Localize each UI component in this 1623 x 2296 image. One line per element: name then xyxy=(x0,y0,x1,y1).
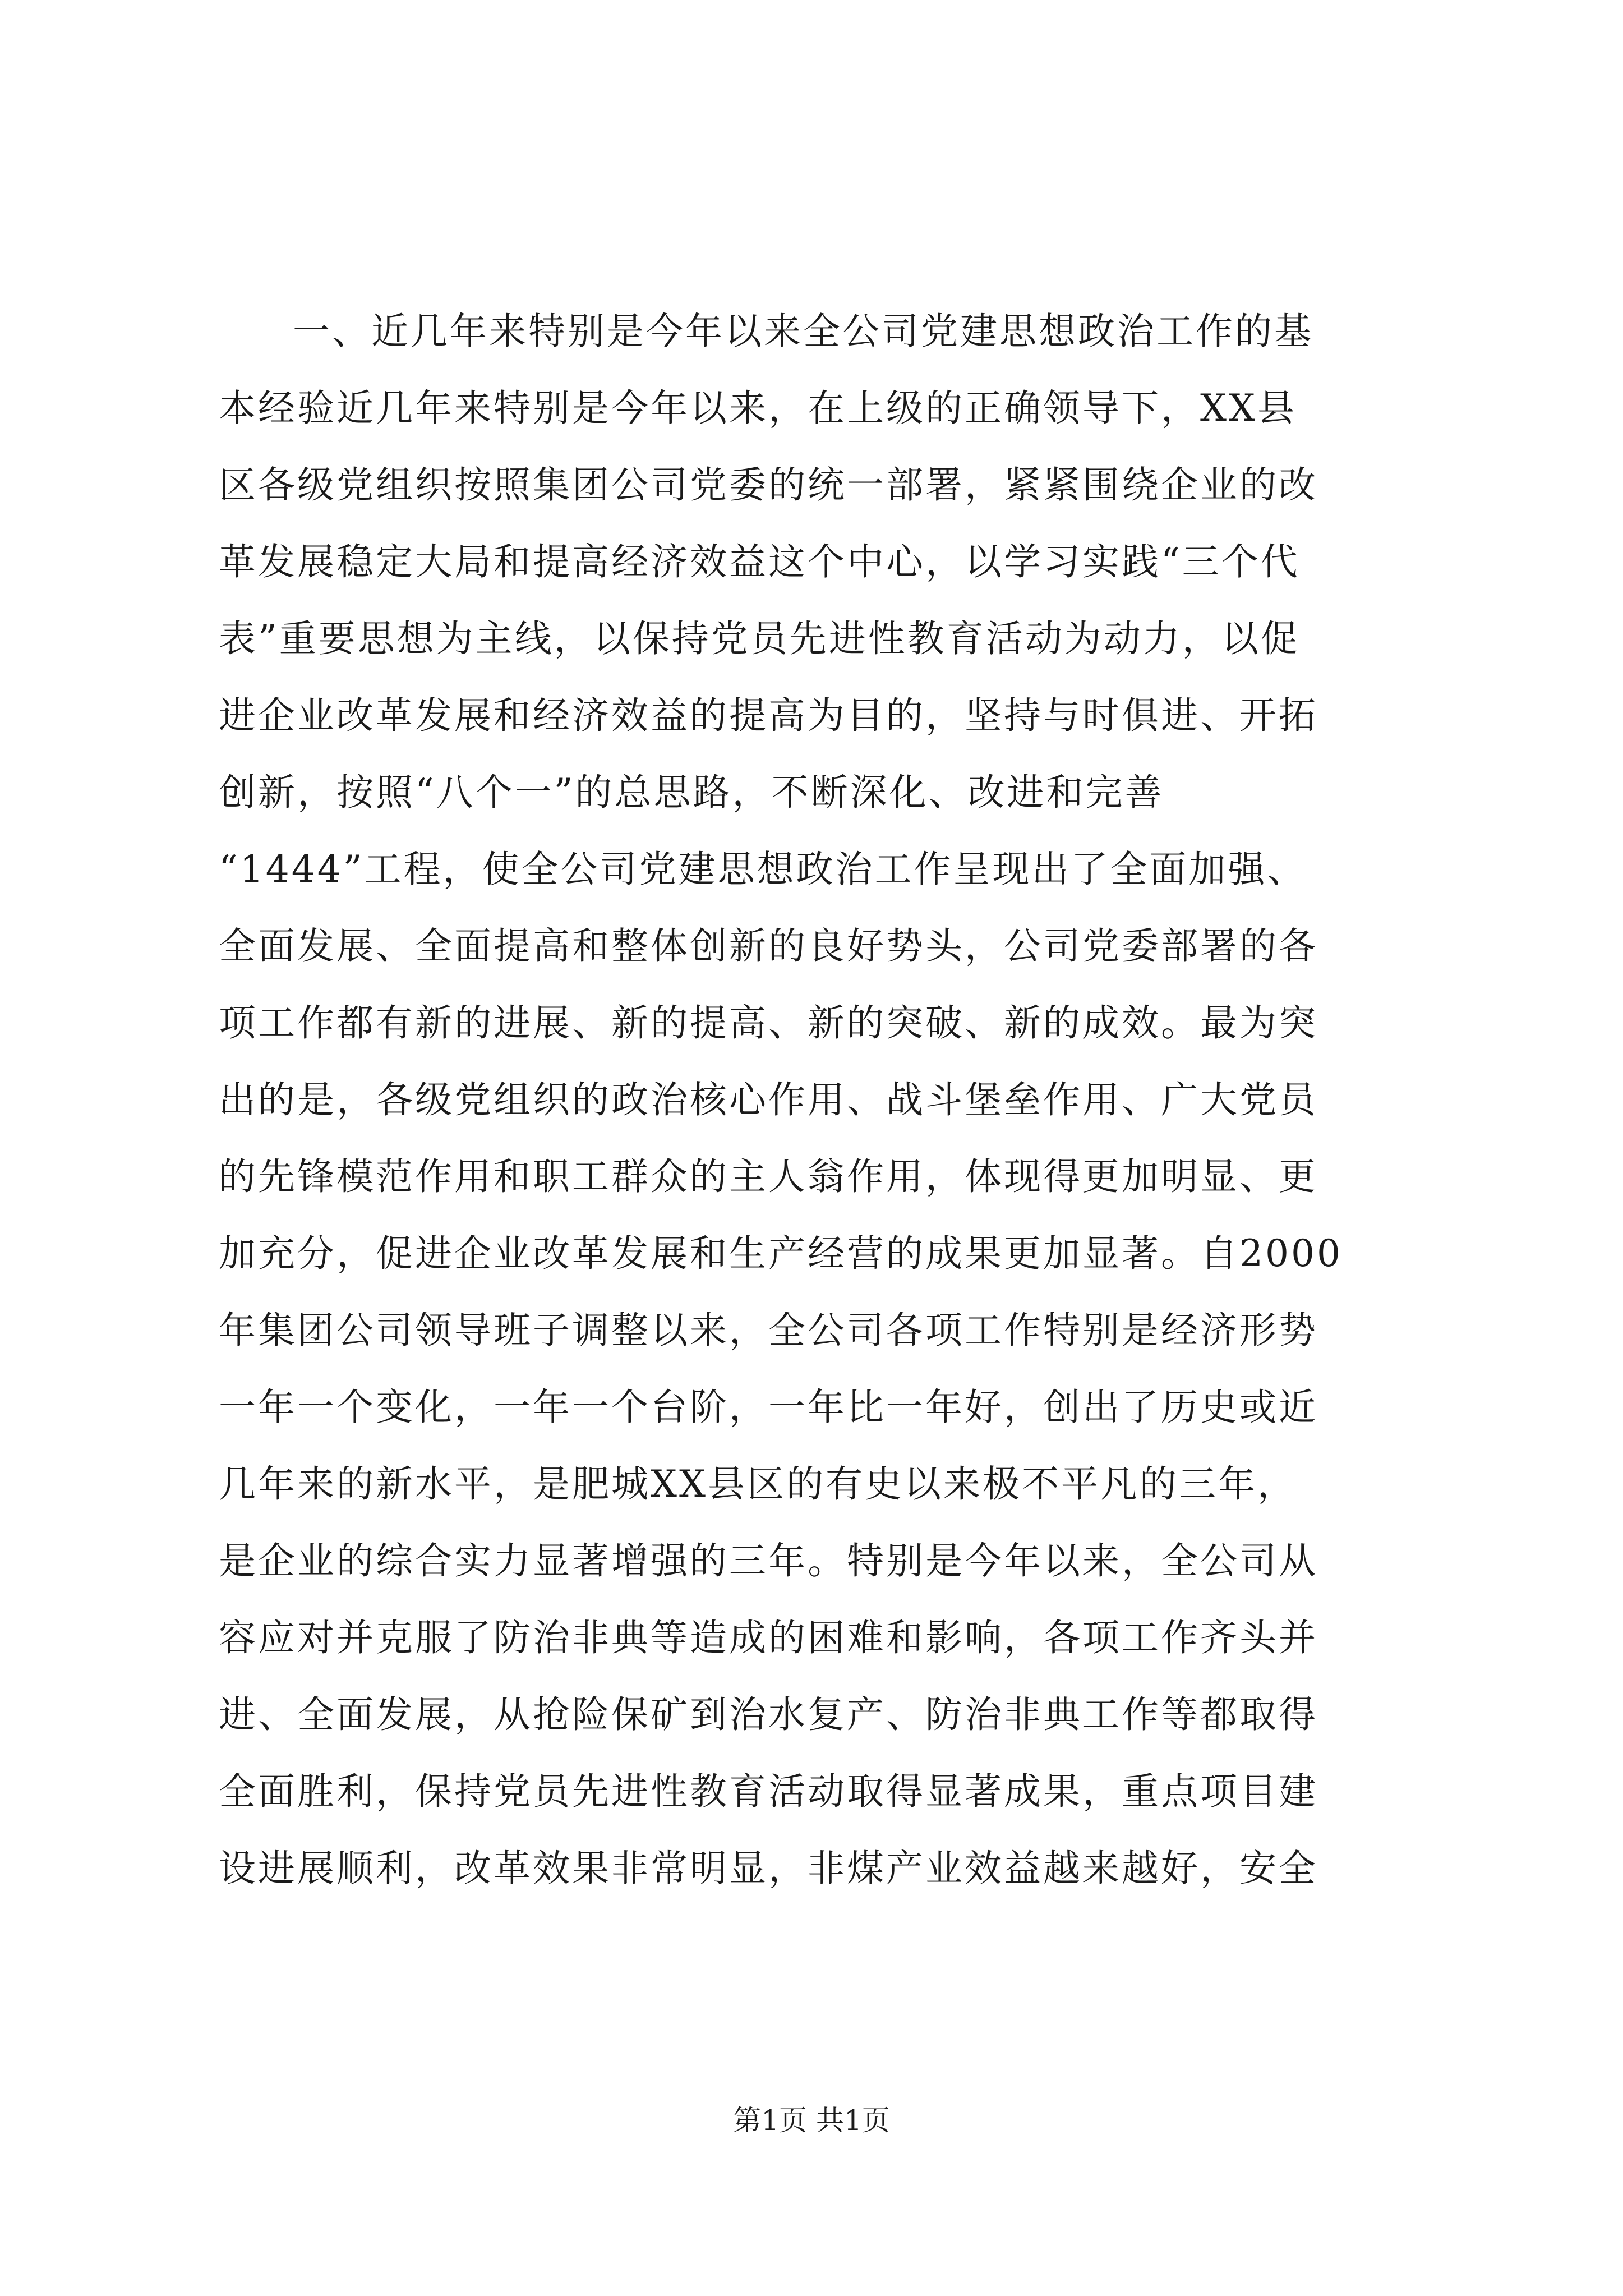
paragraph-line: 一、近几年来特别是今年以来全公司党建思想政治工作的基 xyxy=(293,310,1313,353)
paragraph-line: 进企业改革发展和经济效益的提高为目的，坚持与时俱进、开拓 xyxy=(219,694,1318,737)
paragraph-line: 创新，按照“八个一”的总思路，不断深化、改进和完善 xyxy=(219,771,1164,814)
paragraph-line: 项工作都有新的进展、新的提高、新的突破、新的成效。最为突 xyxy=(219,1001,1318,1045)
paragraph-line: 进、全面发展，从抢险保矿到治水复产、防治非典工作等都取得 xyxy=(219,1693,1318,1736)
paragraph-line: 革发展稳定大局和提高经济效益这个中心，以学习实践“三个代 xyxy=(219,540,1300,583)
paragraph-line: 年集团公司领导班子调整以来，全公司各项工作特别是经济形势 xyxy=(219,1309,1318,1352)
paragraph-line: 全面胜利，保持党员先进性教育活动取得显著成果，重点项目建 xyxy=(219,1770,1318,1813)
paragraph-line: 几年来的新水平，是肥城XX县区的有史以来极不平凡的三年， xyxy=(219,1462,1297,1506)
paragraph-line: 的先锋模范作用和职工群众的主人翁作用，体现得更加明显、更 xyxy=(219,1155,1318,1198)
paragraph-line: 是企业的综合实力显著增强的三年。特别是今年以来，全公司从 xyxy=(219,1539,1318,1582)
paragraph-line: 一年一个变化，一年一个台阶，一年比一年好，创出了历史或近 xyxy=(219,1386,1318,1429)
paragraph-line: 出的是，各级党组织的政治核心作用、战斗堡垒作用、广大党员 xyxy=(219,1078,1318,1121)
paragraph-line: 全面发展、全面提高和整体创新的良好势头，公司党委部署的各 xyxy=(219,924,1318,968)
paragraph-line: “1444”工程，使全公司党建思想政治工作呈现出了全面加强、 xyxy=(219,848,1307,891)
page-footer: 第1页 共1页 xyxy=(733,2104,890,2137)
paragraph-line: 容应对并克服了防治非典等造成的困难和影响，各项工作齐头并 xyxy=(219,1616,1318,1659)
paragraph-line: 设进展顺利，改革效果非常明显，非煤产业效益越来越好，安全 xyxy=(219,1847,1318,1890)
paragraph-line: 区各级党组织按照集团公司党委的统一部署，紧紧围绕企业的改 xyxy=(219,463,1318,507)
paragraph-line: 表”重要思想为主线，以保持党员先进性教育活动为动力，以促 xyxy=(219,617,1300,660)
body-paragraph xyxy=(219,293,1402,1907)
paragraph-line: 本经验近几年来特别是今年以来，在上级的正确领导下，XX县 xyxy=(219,386,1297,430)
paragraph-line: 加充分，促进企业改革发展和生产经营的成果更加显著。自2000 xyxy=(219,1232,1343,1275)
